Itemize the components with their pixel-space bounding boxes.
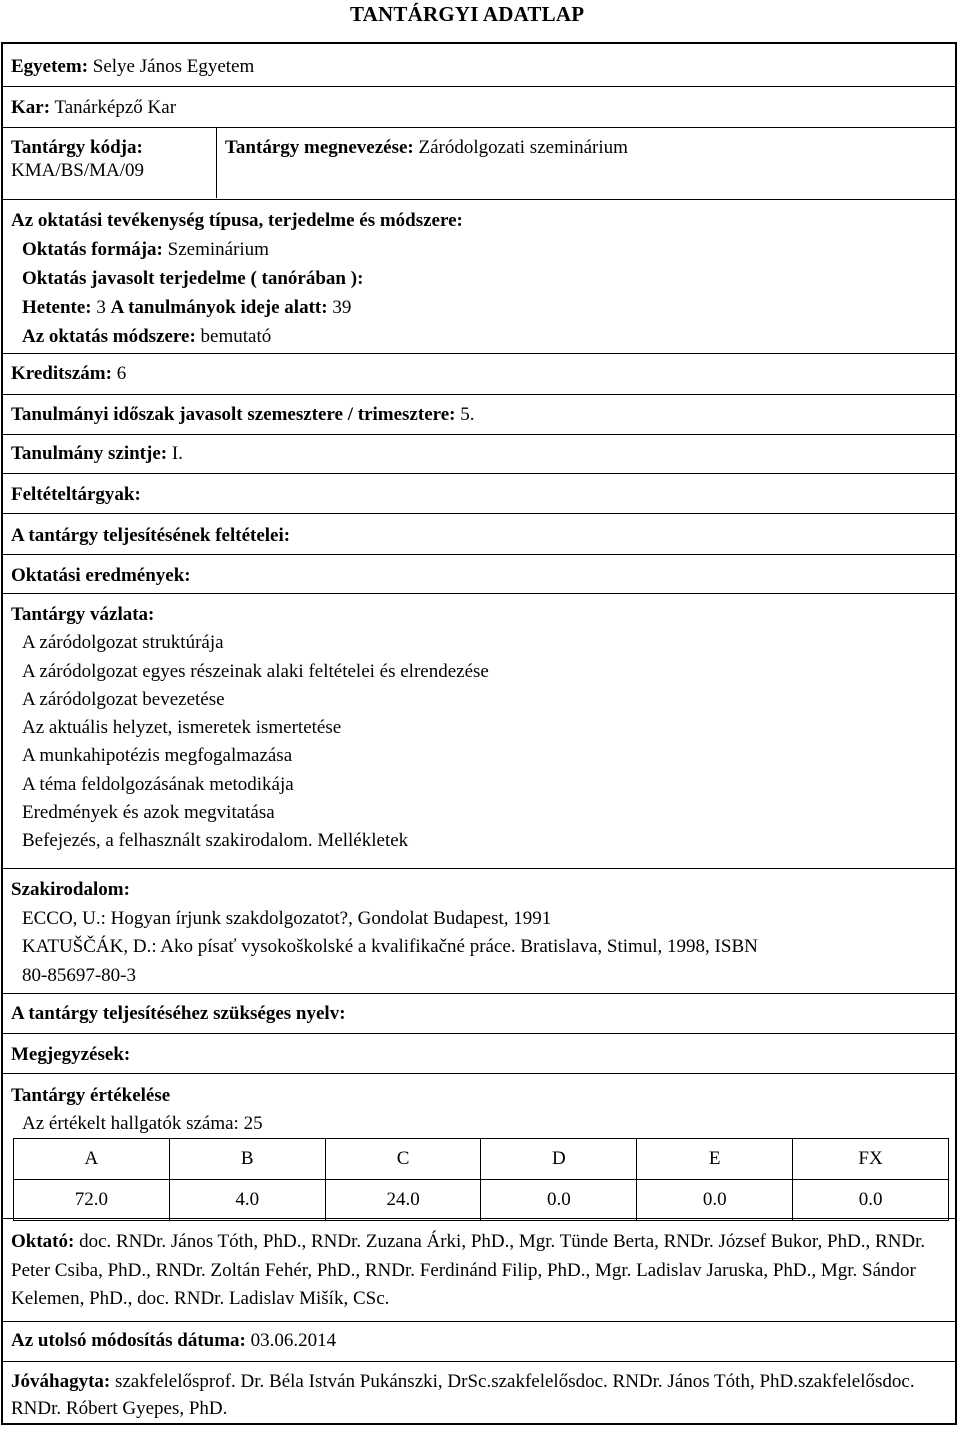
outline-item: Az aktuális helyzet, ismeretek ismertetése — [22, 717, 342, 739]
grades-header-row — [14, 1139, 949, 1180]
semester-row — [3, 395, 955, 435]
notes-row — [3, 1034, 955, 1074]
course-name-cell — [225, 137, 628, 160]
grade-header: B — [169, 1139, 325, 1180]
language-label: A tantárgy teljesítéséhez szükséges nyelv: — [11, 1003, 346, 1024]
literature-item: 80-85697-80-3 — [22, 964, 136, 986]
teaching-form-value: Szeminárium — [167, 239, 269, 260]
level-row — [3, 435, 955, 474]
teaching-method-value: bemutató — [200, 326, 272, 347]
total-label: A tanulmányok ideje alatt: — [110, 297, 328, 318]
course-code-value: KMA/BS/MA/09 — [11, 159, 145, 181]
outline-item: A téma feldolgozásának metodikája — [22, 773, 294, 795]
literature-row — [3, 869, 955, 994]
course-code-cell — [3, 128, 217, 198]
teaching-hours — [11, 293, 463, 322]
prerequisites-row — [3, 474, 955, 514]
lecturers-label: Oktató: — [11, 1231, 75, 1252]
grades-table — [13, 1138, 949, 1221]
grade-value: 24.0 — [325, 1180, 481, 1221]
prerequisites-label: Feltételtárgyak: — [11, 484, 141, 505]
weekly-label: Hetente: — [22, 297, 92, 318]
semester-value: 5. — [460, 404, 475, 425]
course-name-value: Záródolgozati szeminárium — [418, 137, 628, 158]
grade-header: A — [14, 1139, 170, 1180]
outline-label: Tantárgy vázlata: — [11, 604, 155, 625]
outline-item: Befejezés, a felhasznált szakirodalom. Mellékletek — [22, 830, 409, 852]
grade-value: 72.0 — [14, 1180, 170, 1221]
grade-header: C — [325, 1139, 481, 1180]
teaching-form — [11, 235, 463, 264]
course-code-label: Tantárgy kódja: — [11, 137, 143, 158]
teaching-extent-label: Oktatás javasolt terjedelme ( tanórában ): — [22, 268, 364, 289]
evaluated-students-count: Az értékelt hallgatók száma: 25 — [22, 1113, 263, 1134]
faculty-value: Tanárképző Kar — [54, 97, 177, 118]
document-title: TANTÁRGYI ADATLAP — [350, 2, 585, 26]
grade-value: 0.0 — [637, 1180, 793, 1221]
literature-label: Szakirodalom: — [11, 879, 130, 900]
outline-item: A záródolgozat egyes részeinak alaki feltételei és elrendezése — [22, 660, 489, 682]
semester-label: Tanulmányi időszak javasolt szemesztere / trimesztere: — [11, 404, 456, 425]
approved-value: szakfelelősprof. Dr. Béla István Pukánszki, DrSc.szakfelelősdoc. RNDr. János Tóth, PhD.szakfelelősdoc. RNDr. Róbert Gyepes, PhD. — [11, 1371, 915, 1419]
outline-item: A záródolgozat bevezetése — [22, 688, 225, 710]
conditions-label: A tantárgy teljesítésének feltételei: — [11, 525, 291, 546]
outline-row — [3, 594, 955, 869]
credits-value: 6 — [116, 363, 127, 384]
literature-item: ECCO, U.: Hogyan írjunk szakdolgozatot?, Gondolat Budapest, 1991 — [22, 907, 552, 929]
teaching-form-label: Oktatás formája: — [22, 239, 163, 260]
course-identity-row — [3, 128, 955, 200]
university-row — [3, 44, 955, 87]
grade-value: 4.0 — [169, 1180, 325, 1221]
language-row — [3, 994, 955, 1034]
teaching-activity-row — [3, 200, 955, 354]
teaching-method-label: Az oktatás módszere: — [22, 326, 196, 347]
lecturers-value: doc. RNDr. János Tóth, PhD., RNDr. Zuzana Árki, PhD., Mgr. Tünde Berta, RNDr. József Bukor, PhD., RNDr. Peter Csiba, PhD., RNDr. Zoltán Fehér, PhD., RNDr. Ferdinánd Filip, PhD., Mgr. Ladislav Jaruska, PhD., Mgr. Sándor Kelemen, PhD., doc. RNDr. Ladislav Mišík, CSc. — [11, 1231, 926, 1309]
faculty-row — [3, 87, 955, 128]
course-datasheet-frame — [1, 42, 957, 1425]
weekly-value: 3 — [96, 297, 106, 318]
last-modified-row — [3, 1322, 955, 1362]
credits-label: Kreditszám: — [11, 363, 112, 384]
university-label: Egyetem: — [11, 56, 89, 77]
approved-label: Jóváhagyta: — [11, 1371, 111, 1392]
grades-values-row — [14, 1180, 949, 1221]
literature-item: KATUŠČÁK, D.: Ako písať vysokoškolské a kvalifikačné práce. Bratislava, Stimul, 1998, ISBN — [22, 936, 758, 957]
grade-header: D — [481, 1139, 637, 1180]
credits-row — [3, 354, 955, 395]
notes-label: Megjegyzések: — [11, 1044, 131, 1065]
course-name-label: Tantárgy megnevezése: — [225, 137, 414, 158]
faculty-label: Kar: — [11, 97, 51, 118]
grade-value: 0.0 — [793, 1180, 949, 1221]
university-value: Selye János Egyetem — [92, 56, 255, 77]
outline-item: A munkahipotézis megfogalmazása — [22, 745, 293, 767]
last-modified-value: 03.06.2014 — [250, 1330, 337, 1351]
total-value: 39 — [332, 297, 352, 318]
evaluation-label: Tantárgy értékelése — [11, 1085, 171, 1106]
outcomes-row — [3, 555, 955, 594]
evaluation-row — [3, 1074, 955, 1219]
outline-item: A záródolgozat struktúrája — [22, 632, 224, 654]
teaching-heading: Az oktatási tevékenység típusa, terjedelme és módszere: — [11, 210, 463, 231]
approved-row — [3, 1362, 955, 1425]
lecturers-row — [3, 1219, 955, 1322]
grade-header: E — [637, 1139, 793, 1180]
outline-item: Eredmények és azok megvitatása — [22, 802, 275, 824]
level-value: I. — [171, 443, 183, 464]
grade-header: FX — [793, 1139, 949, 1180]
last-modified-label: Az utolsó módosítás dátuma: — [11, 1330, 246, 1351]
teaching-method — [11, 322, 463, 351]
outcomes-label: Oktatási eredmények: — [11, 565, 191, 586]
grade-value: 0.0 — [481, 1180, 637, 1221]
conditions-row — [3, 514, 955, 555]
level-label: Tanulmány szintje: — [11, 443, 168, 464]
